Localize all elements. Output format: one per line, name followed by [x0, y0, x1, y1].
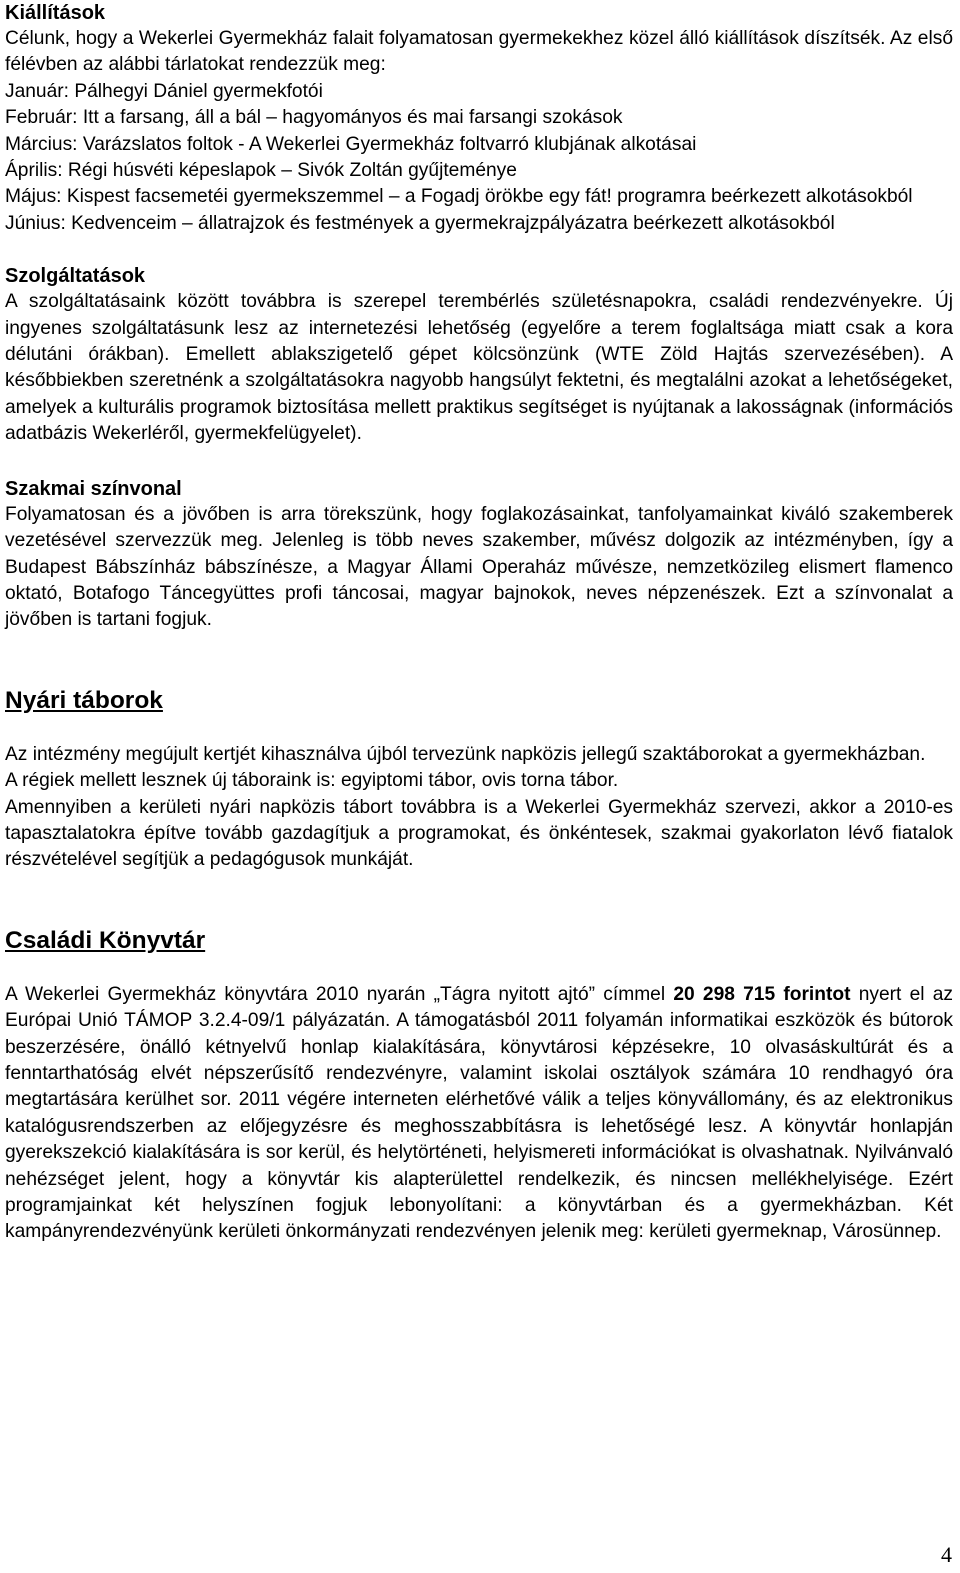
section-szakmai: [5, 476, 953, 634]
section-heading-kiallitasok: Kiállítások: [5, 2, 106, 24]
konyvtar-text-before: A Wekerlei Gyermekház könyvtára 2010 nyarán „Tágra nyitott ajtó” címmel: [5, 983, 674, 1005]
section-kiallitasok: [5, 0, 953, 237]
section-konyvtar: [5, 926, 953, 1246]
page-number: 4: [941, 1542, 952, 1567]
nyari-paragraph-1: Az intézmény megújult kertjét kihasználva újból tervezünk napközis jellegű szaktáborokat a gyermekházban.: [5, 743, 926, 765]
spacer: [5, 956, 953, 982]
spacer: [5, 448, 953, 476]
szolgaltatasok-text: A szolgáltatásaink között továbbra is szerepel terembérlés születésnapokra, családi rendezvényekre. Új ingyenes szolgáltatásunk lesz az internetezési lehetőség (egyelőre a terem foglaltsága miatt csak a kora délutáni órákban). Emellett ablakszigetelő gépet kölcsönzünk (WTE Zöld Hajtás szervezésében). A későbbiekben szeretnénk a szolgáltatásokra nagyobb hangsúlyt fektetni, és megtalálni azokat a lehetőségeket, amelyek a kulturális programok biztosítása mellett praktikus segítséget is nyújtanak a lakosságnak (információs adatbázis Wekerléről, gyermekfelügyelet).: [5, 291, 953, 445]
section-szolgaltatasok: [5, 263, 953, 447]
section-heading-nyari: Nyári táborok: [5, 686, 163, 714]
exhibition-item-june: Június: Kedvenceim – állatrajzok és festmények a gyermekrajzpályázatra beérkezett alkotásokból: [5, 212, 835, 234]
section-heading-szakmai: Szakmai színvonal: [5, 477, 182, 500]
exhibition-item-april: Április: Régi húsvéti képeslapok – Sivók Zoltán gyűjteménye: [5, 160, 517, 182]
document-page: [5, 0, 953, 1246]
exhibition-item-january: Január: Pálhegyi Dániel gyermekfotói: [5, 80, 323, 102]
section-heading-szolgaltatasok: Szolgáltatások: [5, 265, 146, 288]
konyvtar-text: [5, 982, 953, 1246]
nyari-paragraph-3: Amennyiben a kerületi nyári napközis tábort továbbra is a Wekerlei Gyermekház szervezi, akkor a 2010-es tapasztalatokra építve tovább gazdagítjuk a programokat, és önkéntesek, szakmai gyakorlaton lévő fiatalok részvételével segítjük a pedagógusok munkáját.: [5, 796, 953, 871]
section-heading-konyvtar: Családi Könyvtár: [5, 926, 206, 954]
exhibition-item-march: Március: Varázslatos foltok - A Wekerlei Gyermekház foltvarró klubjának alkotásai: [5, 133, 697, 155]
szakmai-text: Folyamatosan és a jövőben is arra törekszünk, hogy foglakozásainkat, tanfolyamainkat kiváló szakemberek vezetésével szervezzük meg. Jelenleg is több neves szakember, művész dolgozik az intézményben, így a Budapest Bábszínház bábszínésze, a Magyar Állami Operaház művésze, nemzetközileg elismert flamenco oktató, Botafogo Táncegyüttes profi táncosai, magyar bajnokok, neves népzenészek. Ezt a színvonalat a jövőben is tartani fogjuk.: [5, 503, 953, 631]
grant-amount: 20 298 715 forintot: [673, 983, 851, 1005]
kiallitasok-intro: Célunk, hogy a Wekerlei Gyermekház falait folyamatosan gyermekekhez közel álló kiállítások díszítsék. Az első félévben az alábbi tárlatokat rendezzük meg:: [5, 28, 953, 76]
spacer: [5, 716, 953, 742]
spacer: [5, 874, 953, 926]
section-nyari: [5, 686, 953, 874]
spacer: [5, 634, 953, 686]
nyari-paragraph-2: A régiek mellett lesznek új táboraink is: egyiptomi tábor, ovis torna tábor.: [5, 770, 619, 792]
konyvtar-text-after: nyert el az Európai Unió TÁMOP 3.2.4-09/1 pályázatán. A támogatásból 2011 folyamán informatikai eszközök és bútorok beszerzésére, önálló kétnyelvű honlap kialakítására, könyvtárosi képzésekre, 10 olvasáskultúrát és a fenntarthatóság elvét népszerűsítő rendezvényre, valamint iskolai osztályok számára 10 rendhagyó óra megtartására kerülhet sor. 2011 végére interneten elérhetővé válik a teljes könyvállomány, és az elektronikus katalógusrendszerben az előjegyzésre és meghosszabbításra is lehetőségé lesz. A könyvtár honlapján gyerekszekció kialakítására is sor kerül, és helytörténeti, helyismereti információkat is olvashatnak. Nyilvánvaló nehézséget jelent, hogy a könyvtár kis alapterülettel rendelkezik, és nincsen mellékhelyisége. Ezért programjainkat két helyszínen fogjuk lebonyolítani: a könyvtárban és a gyermekházban. Két kampányrendezvényünk kerületi önkormányzati rendezvényen jelenik meg: kerületi gyermeknap, Városünnep.: [5, 983, 953, 1243]
spacer: [5, 237, 953, 263]
exhibition-item-february: Február: Itt a farsang, áll a bál – hagyományos és mai farsangi szokások: [5, 107, 623, 129]
exhibition-item-may: Május: Kispest facsemetéi gyermekszemmel – a Fogadj örökbe egy fát! programra beérkezett alkotásokból: [5, 186, 913, 208]
